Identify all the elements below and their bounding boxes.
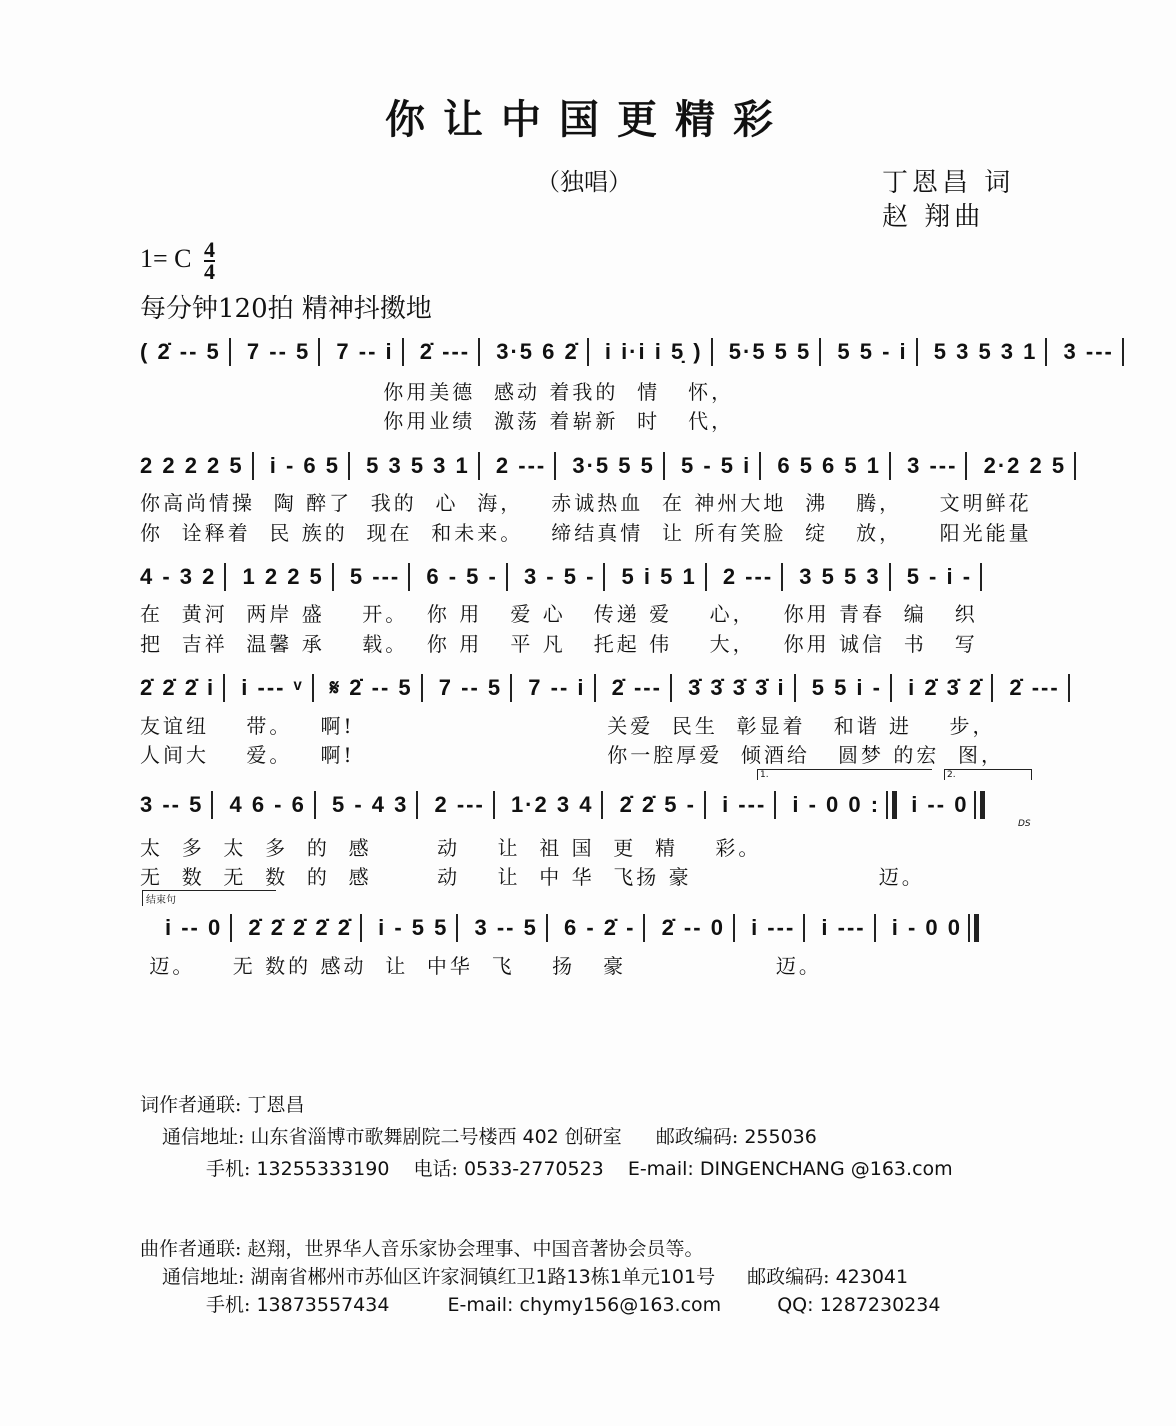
- time-sig-bottom: 4: [204, 259, 216, 284]
- lyric-verse-1: 太 多 太 多 的 感 动 让 祖 国 更 精 彩。: [140, 836, 762, 860]
- measure: 5 i 5 1: [621, 564, 697, 590]
- measure: 5 3 5 3 1: [933, 339, 1038, 365]
- score-line-6: [165, 914, 985, 942]
- time-sig-top: 4: [204, 237, 216, 262]
- measure: i -- 0: [911, 792, 969, 818]
- key-signature: [140, 237, 216, 284]
- measure: 7 -- 5: [438, 675, 503, 701]
- composer-name: 赵翔，世界华人音乐家协会理事、中国音著协会员等。: [247, 1238, 704, 1260]
- composer-credit: 赵 翔曲: [882, 202, 985, 232]
- repeat-barline: [886, 791, 897, 819]
- measure: i - 5 5: [378, 915, 449, 941]
- measure: i - 0 0 :: [792, 792, 881, 818]
- double-barline: [974, 791, 985, 819]
- measure: 3·5 5 5: [572, 453, 655, 479]
- measure: 2·2 2 5: [983, 453, 1067, 479]
- measure: 3 -- 5: [474, 915, 538, 941]
- measure: 1·2 3 4: [510, 792, 594, 818]
- measure: 7 -- i: [528, 675, 586, 701]
- measure: i 2̇ 3̇ 2̇: [908, 675, 984, 701]
- lyric-verse-1: 在 黄河 两岸 盛 开。 你 用 爱 心 传递 爱 心， 你用 青春 编 织: [140, 602, 978, 626]
- measure: 2̇ 2̇ 2̇ 2̇ 2̇: [248, 915, 352, 941]
- measure: 4 - 3 2: [140, 564, 217, 590]
- volta-2: 2.: [944, 769, 1032, 780]
- score-line-4: [140, 674, 1078, 702]
- lyric-verse-2: 无 数 无 数 的 感 动 让 中 华 飞扬 豪 迈。: [140, 865, 925, 889]
- measure: i i·i i 5̣ ): [604, 339, 703, 365]
- measure: i -- 0: [165, 915, 223, 941]
- measure: 3·5 6 2̇: [496, 339, 579, 365]
- composer-email[interactable]: chymy156@163.com: [519, 1294, 722, 1316]
- measure: 2̇ -- 0: [661, 915, 725, 941]
- measure: 3̇ 3̇ 3̇ 3̇ i: [688, 675, 786, 701]
- tempo-marking: 每分钟120拍 精神抖擞地: [140, 294, 432, 324]
- measure: 4 6 - 6: [229, 792, 306, 818]
- lyric-verse-1: 你高尚情操 陶 醉了 我的 心 海， 赤诚热血 在 神州大地 沸 腾， 文明鲜花: [140, 491, 1032, 515]
- measure: 3 -- 5: [140, 792, 204, 818]
- measure: 3 ---: [1063, 339, 1114, 365]
- measure: 5 5 - i: [837, 339, 908, 365]
- composer-contact-name: 曲作者通联: 赵翔，世界华人音乐家协会理事、中国音著协会员等。: [140, 1238, 704, 1260]
- lyric-verse-1: 你用美德 感动 着我的 情 怀，: [140, 380, 735, 404]
- lyric-verse-2: 人间大 爱。 啊! 你一腔厚爱 倾酒给 圆梦 的宏 图，: [140, 743, 1005, 767]
- composer-mobile: 13873557434: [256, 1294, 390, 1316]
- performance-type: （独唱）: [536, 168, 632, 196]
- ending-label: 结束句: [142, 890, 276, 906]
- measure: 5 - i -: [906, 564, 973, 590]
- song-title: 你让中国更精彩: [385, 96, 791, 143]
- lyricist-phones: 手机: 13255333190 电话: 0533-2770523 E-mail: DINGENCHANG @163.com: [206, 1158, 953, 1180]
- score-line-5: [140, 791, 991, 819]
- composer-qq: 1287230234: [819, 1294, 941, 1316]
- lyricist-credit: 丁恩昌 词: [882, 168, 1015, 198]
- measure: 6 5 6 5 1: [777, 453, 881, 479]
- measure: 7 -- 5: [246, 339, 311, 365]
- lyric-verse-1: 友谊纽 带。 啊! 关爱 民生 彰显着 和谐 进 步，: [140, 714, 996, 738]
- time-signature: [204, 237, 216, 284]
- measure: i - 0 0: [891, 915, 962, 941]
- measure: 7 -- i: [336, 339, 394, 365]
- measure: 5 - 4 3: [331, 792, 409, 818]
- measure: ( 2̇ -- 5: [140, 339, 221, 365]
- segno-measure: 𝄋 2̇ -- 5: [329, 675, 413, 701]
- lyricist-postcode: 255036: [744, 1126, 817, 1148]
- volta-1: 1.: [757, 769, 932, 780]
- measure: 3 ---: [907, 453, 958, 479]
- composer-phones: 手机: 13873557434 E-mail: chymy156@163.com QQ: 1287230234: [206, 1294, 941, 1316]
- key-label: 1= C: [140, 243, 192, 273]
- lyricist-email[interactable]: DINGENCHANG @163.com: [699, 1158, 953, 1180]
- measure: 5 3 5 3 1: [366, 453, 470, 479]
- measure: 2̇ ---: [419, 339, 471, 365]
- measure: 2̇ 2̇ 5 -: [619, 792, 696, 818]
- lyricist-contact-name: 词作者通联: 丁恩昌: [140, 1094, 305, 1116]
- composer-postcode: 423041: [835, 1266, 909, 1288]
- lyric-verse-2: 把 吉祥 温馨 承 载。 你 用 平 凡 托起 伟 大， 你用 诚信 书 写: [140, 632, 978, 656]
- lyricist-address: 通信地址: 山东省淄博市歌舞剧院二号楼西 402 创研室 邮政编码: 255036: [162, 1126, 817, 1148]
- measure: 2̇ ---: [611, 675, 662, 701]
- measure: 2 2 2 2 5: [140, 453, 244, 479]
- measure: 5 - 5 i: [680, 453, 752, 479]
- measure: 1 2 2 5: [242, 564, 324, 590]
- lyricist-phone: 0533-2770523: [463, 1158, 604, 1180]
- measure: 2̇ 2̇ 2̇ i: [140, 675, 216, 701]
- measure: 2 ---: [434, 792, 485, 818]
- measure: 2̇ ---: [1009, 675, 1060, 701]
- measure: 3 - 5 -: [523, 564, 596, 590]
- measure: 3 5 5 3: [799, 564, 881, 590]
- lyric-verse-2: 你 诠释着 民 族的 现在 和未来。 缔结真情 让 所有笑脸 绽 放， 阳光能量: [140, 521, 1032, 545]
- lyric-ending: 迈。 无 数的 感动 让 中华 飞 扬 豪 迈。: [140, 954, 822, 978]
- lyric-verse-2: 你用业绩 激荡 着崭新 时 代，: [140, 409, 735, 433]
- score-line-2: [140, 452, 1084, 480]
- measure: 5 5 i -: [811, 675, 882, 701]
- composer-address: 通信地址: 湖南省郴州市苏仙区许家洞镇红卫1路13栋1单元101号 邮政编码: 423041: [162, 1266, 909, 1288]
- measure: i - 6 5: [269, 453, 341, 479]
- lyricist-mobile: 13255333190: [256, 1158, 390, 1180]
- dal-segno-mark: DS: [1018, 819, 1031, 829]
- measure: 2 ---: [495, 453, 547, 479]
- lyricist-name: 丁恩昌: [247, 1094, 305, 1116]
- score-line-3: [140, 563, 990, 591]
- measure: i ---: [751, 915, 796, 941]
- measure: i --- ᵛ: [241, 675, 304, 701]
- measure: i ---: [821, 915, 866, 941]
- score-line-1: [140, 338, 1132, 366]
- final-barline: [968, 914, 979, 942]
- measure: 6 - 5 -: [426, 564, 498, 590]
- measure: i ---: [722, 792, 767, 818]
- measure: 5·5 5 5: [728, 339, 812, 365]
- measure: 6 - 2̇ -: [563, 915, 636, 941]
- measure: 2 ---: [722, 564, 774, 590]
- measure: 5 ---: [349, 564, 401, 590]
